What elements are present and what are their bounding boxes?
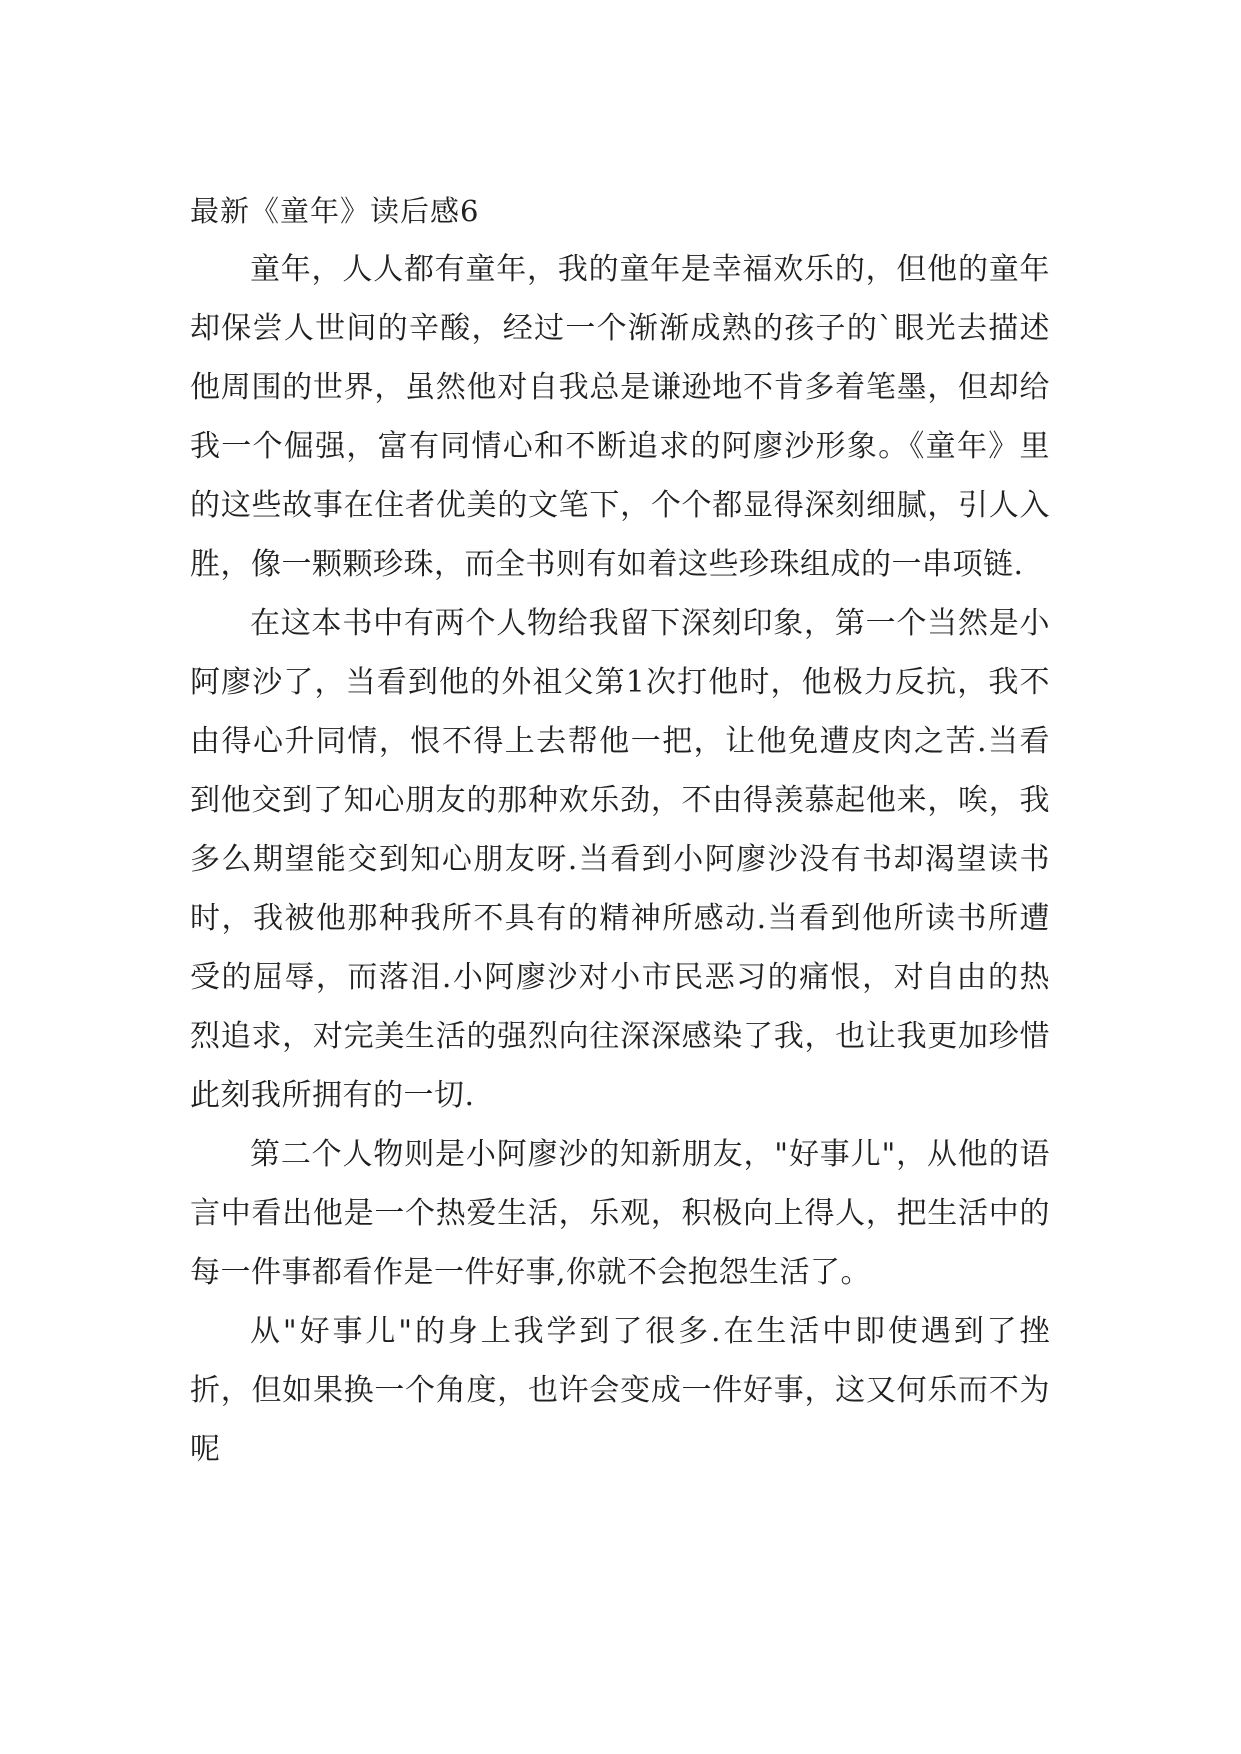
document-body [190,190,1050,1479]
paragraph-3: 第二个人物则是小阿廖沙的知新朋友，"好事儿"，从他的语言中看出他是一个热爱生活，乐观，积极向上得人，把生活中的每一件事都看作是一件好事,你就不会抱怨生活了。 [190,1137,1050,1290]
paragraph-1: 童年，人人都有童年，我的童年是幸福欢乐的，但他的童年却保尝人世间的辛酸，经过一个渐渐成熟的孩子的`眼光去描述他周围的世界，虽然他对自我总是谦逊地不肯多着笔墨，但却给我一个倔强，富有同情心和不断追求的阿廖沙形象。《童年》里的这些故事在住者优美的文笔下，个个都显得深刻细腻，引人入胜，像一颗颗珍珠，而全书则有如着这些珍珠组成的一串项链. [190,252,1050,582]
paragraph-2: 在这本书中有两个人物给我留下深刻印象，第一个当然是小阿廖沙了，当看到他的外祖父第1次打他时，他极力反抗，我不由得心升同情，恨不得上去帮他一把，让他免遭皮肉之苦.当看到他交到了知心朋友的那种欢乐劲，不由得羡慕起他来，唉，我多么期望能交到知心朋友呀.当看到小阿廖沙没有书却渴望读书时，我被他那种我所不具有的精神所感动.当看到他所读书所遭受的屈辱，而落泪.小阿廖沙对小市民恶习的痛恨，对自由的热烈追求，对完美生活的强烈向往深深感染了我，也让我更加珍惜此刻我所拥有的一切. [190,606,1050,1113]
paragraph-4: 从"好事儿"的身上我学到了很多.在生活中即使遇到了挫折，但如果换一个角度，也许会变成一件好事，这又何乐而不为呢 [190,1314,1050,1467]
document-title: 最新《童年》读后感6 [190,194,480,228]
